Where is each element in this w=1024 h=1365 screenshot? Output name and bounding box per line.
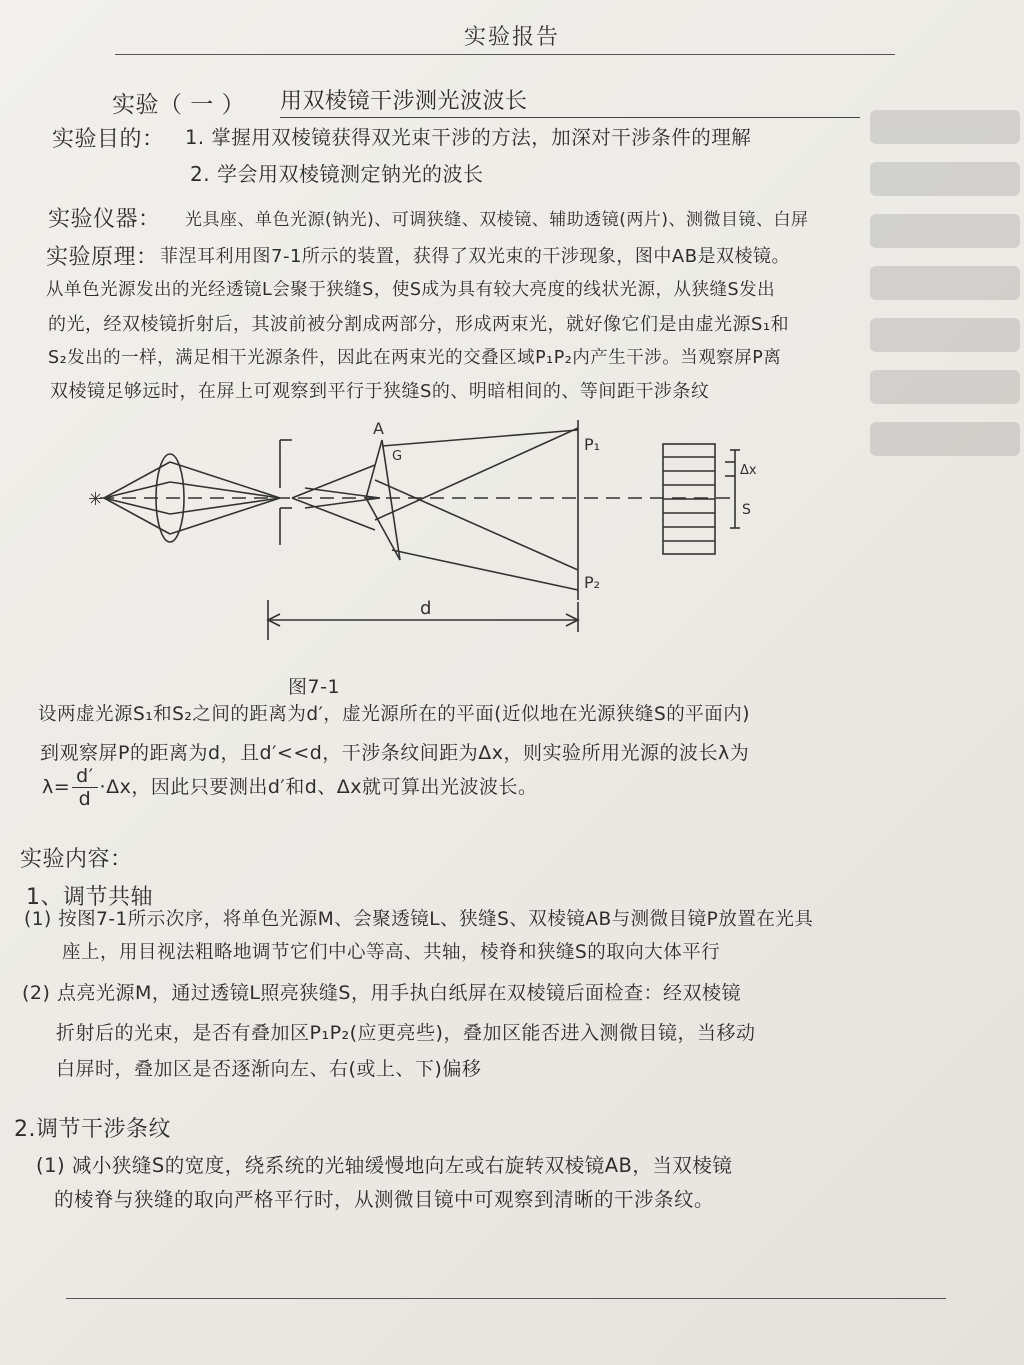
label-P1: P₁ [584,435,601,454]
lambda-prefix: λ= [42,776,71,798]
principle-label: 实验原理： [46,245,159,270]
section-1-item-1-line-2: 座上，用目视法粗略地调节它们中心等高、共轴，棱脊和狭缝S的取向大体平行 [62,942,721,963]
content-label: 实验内容： [20,847,133,872]
fraction [72,765,97,810]
header-rule [115,54,895,55]
section-1-title: 1、调节共轴 [26,885,153,910]
instruments-label: 实验仪器： [48,207,161,232]
formula-line-2: 到观察屏P的距离为d，且d′<<d，干涉条纹间距为Δx，则实验所用光源的波长λ为 [40,742,750,764]
formula-line-1: 设两虚光源S₁和S₂之间的距离为d′，虚光源所在的平面(近似地在光源狭缝S的平面内) [38,704,750,725]
label-P2: P₂ [584,573,601,592]
principle-line-1: 菲涅耳利用图7-1所示的装置，获得了双光束的干涉现象，图中AB是双棱镜。 [160,246,791,267]
section-2-item-1-line-2: 的棱脊与狭缝的取向严格平行时，从测微目镜中可观察到清晰的干涉条纹。 [54,1188,715,1211]
experiment-title-prefix: 实验（ 一 ） [112,92,246,118]
principle-line-2: 从单色光源发出的光经透镜L会聚于狭缝S，使S成为具有较大亮度的线状光源，从狭缝S发出 [46,280,776,300]
section-1-item-1-line-1: (1) 按图7-1所示次序，将单色光源M、会聚透镜L、狭缝S、双棱镜AB与测微目镜P放置在光具 [24,909,814,930]
principle-line-3: 的光，经双棱镜折射后，其波前被分割成两部分，形成两束光，就好像它们是由虚光源S₁和 [48,314,790,335]
section-1-item-2-line-2: 折射后的光束，是否有叠加区P₁P₂(应更亮些)，叠加区能否进入测微目镜，当移动 [56,1022,756,1044]
principle-line-4: S₂发出的一样，满足相干光源条件，因此在两束光的交叠区域P₁P₂内产生干涉。当观察屏P离 [48,348,782,368]
experiment-title: 用双棱镜干涉测光波波长 [280,84,860,118]
figure-7-1 [70,410,810,670]
purpose-item-1: 1. 掌握用双棱镜获得双光束干涉的方法，加深对干涉条件的理解 [185,126,752,149]
fraction-numerator: d′ [72,765,97,788]
label-S: S [742,502,751,518]
figure-caption: 图7-1 [288,676,341,698]
formula-line-3 [42,765,538,810]
principle-line-5: 双棱镜足够远时，在屏上可观察到平行于狭缝S的、明暗相间的、等间距干涉条纹 [50,381,710,402]
bleed-through-text [870,110,1020,530]
instruments-text: 光具座、单色光源(钠光)、可调狭缝、双棱镜、辅助透镜(两片)、测微目镜、白屏 [185,210,809,230]
label-A: A [373,419,384,438]
label-dx: Δx [740,463,757,478]
source-icon: ✳ [88,489,104,510]
formula-suffix: ·Δx，因此只要测出d′和d、Δx就可算出光波波长。 [99,776,538,798]
fraction-denominator: d [78,788,92,810]
page-header: 实验报告 [463,25,560,50]
section-1-item-2-line-3: 白屏时，叠加区是否逐渐向左、右(或上、下)偏移 [56,1058,482,1080]
footer-rule [66,1298,946,1299]
purpose-label: 实验目的： [52,127,165,152]
section-1-item-2-line-1: (2) 点亮光源M，通过透镜L照亮狭缝S，用手执白纸屏在双棱镜后面检查：经双棱镜 [22,982,741,1004]
section-2-title: 2.调节干涉条纹 [14,1117,171,1142]
section-2-item-1-line-1: (1) 减小狭缝S的宽度，绕系统的光轴缓慢地向左或右旋转双棱镜AB，当双棱镜 [36,1154,733,1177]
label-G: G [392,449,403,464]
label-d: d [420,598,432,619]
purpose-item-2: 2. 学会用双棱镜测定钠光的波长 [190,162,484,186]
